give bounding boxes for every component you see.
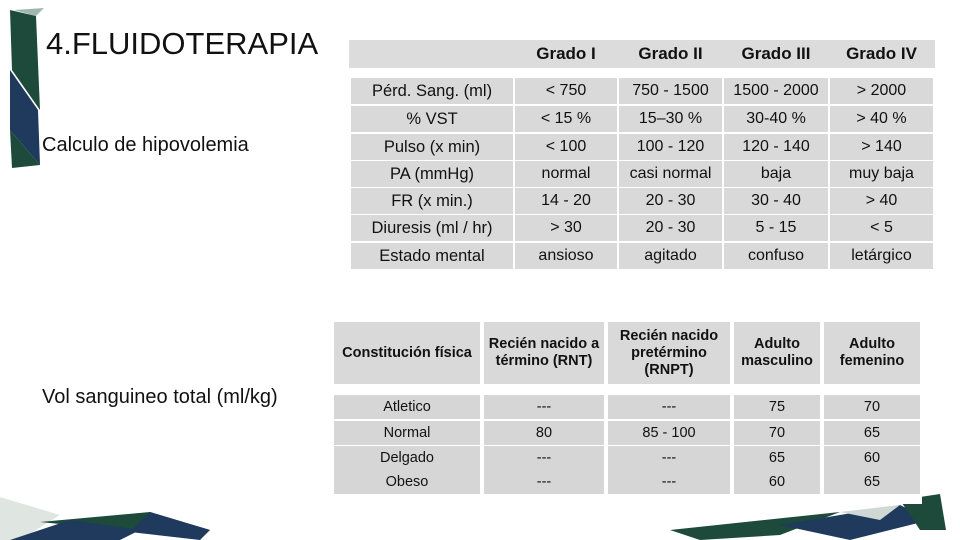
- table-cell: > 40: [830, 188, 933, 214]
- row-label: FR (x min.): [351, 188, 513, 214]
- hypovolemia-table: [349, 40, 935, 277]
- table-cell: ---: [484, 470, 604, 494]
- table-cell: < 15 %: [515, 106, 617, 132]
- table-cell: letárgico: [830, 243, 933, 269]
- table-cell: ---: [608, 446, 730, 470]
- table-cell: 5 - 15: [724, 215, 828, 241]
- header-rnt: Recién nacido a término (RNT): [484, 322, 604, 384]
- table-row: [349, 134, 935, 160]
- table-cell: 65: [734, 446, 820, 470]
- table-cell: 1500 - 2000: [724, 78, 828, 104]
- table-cell: < 750: [515, 78, 617, 104]
- header-constitucion: Constitución física: [334, 322, 480, 384]
- table-cell: ---: [608, 470, 730, 494]
- table-cell: 75: [734, 395, 820, 419]
- table-cell: < 100: [515, 134, 617, 160]
- row-label: PA (mmHg): [351, 161, 513, 187]
- table-cell: 100 - 120: [619, 134, 722, 160]
- row-label: Pulso (x min): [351, 134, 513, 160]
- table-cell: 60: [824, 446, 920, 470]
- header-adulto-masculino: Adulto masculino: [734, 322, 820, 384]
- blood-volume-table: [334, 322, 922, 504]
- row-label: Diuresis (ml / hr): [351, 215, 513, 241]
- table-row: [349, 106, 935, 132]
- table-cell: 30 - 40: [724, 188, 828, 214]
- table-cell: 60: [734, 470, 820, 494]
- row-label: Estado mental: [351, 243, 513, 269]
- table-cell: > 30: [515, 215, 617, 241]
- header-grado-1: Grado I: [536, 44, 596, 63]
- table-cell: 70: [734, 421, 820, 445]
- table-cell: 120 - 140: [724, 134, 828, 160]
- row-label: Normal: [334, 421, 480, 445]
- table-cell: ansioso: [515, 243, 617, 269]
- table-cell: 65: [824, 470, 920, 494]
- table-cell: baja: [724, 161, 828, 187]
- blood-volume-subtitle: Vol sanguineo total (ml/kg): [42, 386, 278, 408]
- table-cell: > 140: [830, 134, 933, 160]
- table-cell: 70: [824, 395, 920, 419]
- table-cell: < 5: [830, 215, 933, 241]
- hypovolemia-table-header: [349, 40, 935, 68]
- table-row: [349, 188, 935, 214]
- header-grado-3: Grado III: [741, 44, 811, 63]
- table-cell: casi normal: [619, 161, 722, 187]
- table-row: [349, 161, 935, 187]
- table-cell: confuso: [724, 243, 828, 269]
- table-cell: 30-40 %: [724, 106, 828, 132]
- table-cell: 80: [484, 421, 604, 445]
- bottom-left-ribbon-shapes: [0, 497, 210, 540]
- table-cell: agitado: [619, 243, 722, 269]
- table-cell: 85 - 100: [608, 421, 730, 445]
- table-cell: 15–30 %: [619, 106, 722, 132]
- table-cell: ---: [484, 395, 604, 419]
- table-cell: > 40 %: [830, 106, 933, 132]
- row-label: % VST: [351, 106, 513, 132]
- table-cell: muy baja: [830, 161, 933, 187]
- header-adulto-femenino: Adulto femenino: [824, 322, 920, 384]
- header-grado-2: Grado II: [638, 44, 703, 63]
- table-row: [349, 78, 935, 104]
- header-grado-4: Grado IV: [846, 44, 917, 63]
- row-label: Atletico: [334, 395, 480, 419]
- row-label: Pérd. Sang. (ml): [351, 78, 513, 104]
- top-left-ribbon-shapes: [10, 8, 44, 168]
- header-rnpt: Recién nacido pretérmino (RNPT): [608, 322, 730, 384]
- table-cell: ---: [484, 446, 604, 470]
- table-row: [349, 243, 935, 269]
- table-cell: 20 - 30: [619, 188, 722, 214]
- table-row: [349, 215, 935, 241]
- row-label: Delgado: [334, 446, 480, 470]
- table-cell: 750 - 1500: [619, 78, 722, 104]
- slide-title: 4.FLUIDOTERAPIA: [46, 26, 319, 61]
- table-cell: normal: [515, 161, 617, 187]
- table-cell: 20 - 30: [619, 215, 722, 241]
- table-cell: > 2000: [830, 78, 933, 104]
- table-cell: 65: [824, 421, 920, 445]
- hypovolemia-subtitle: Calculo de hipovolemia: [42, 134, 249, 156]
- row-label: Obeso: [334, 470, 480, 494]
- table-cell: ---: [608, 395, 730, 419]
- table-cell: 14 - 20: [515, 188, 617, 214]
